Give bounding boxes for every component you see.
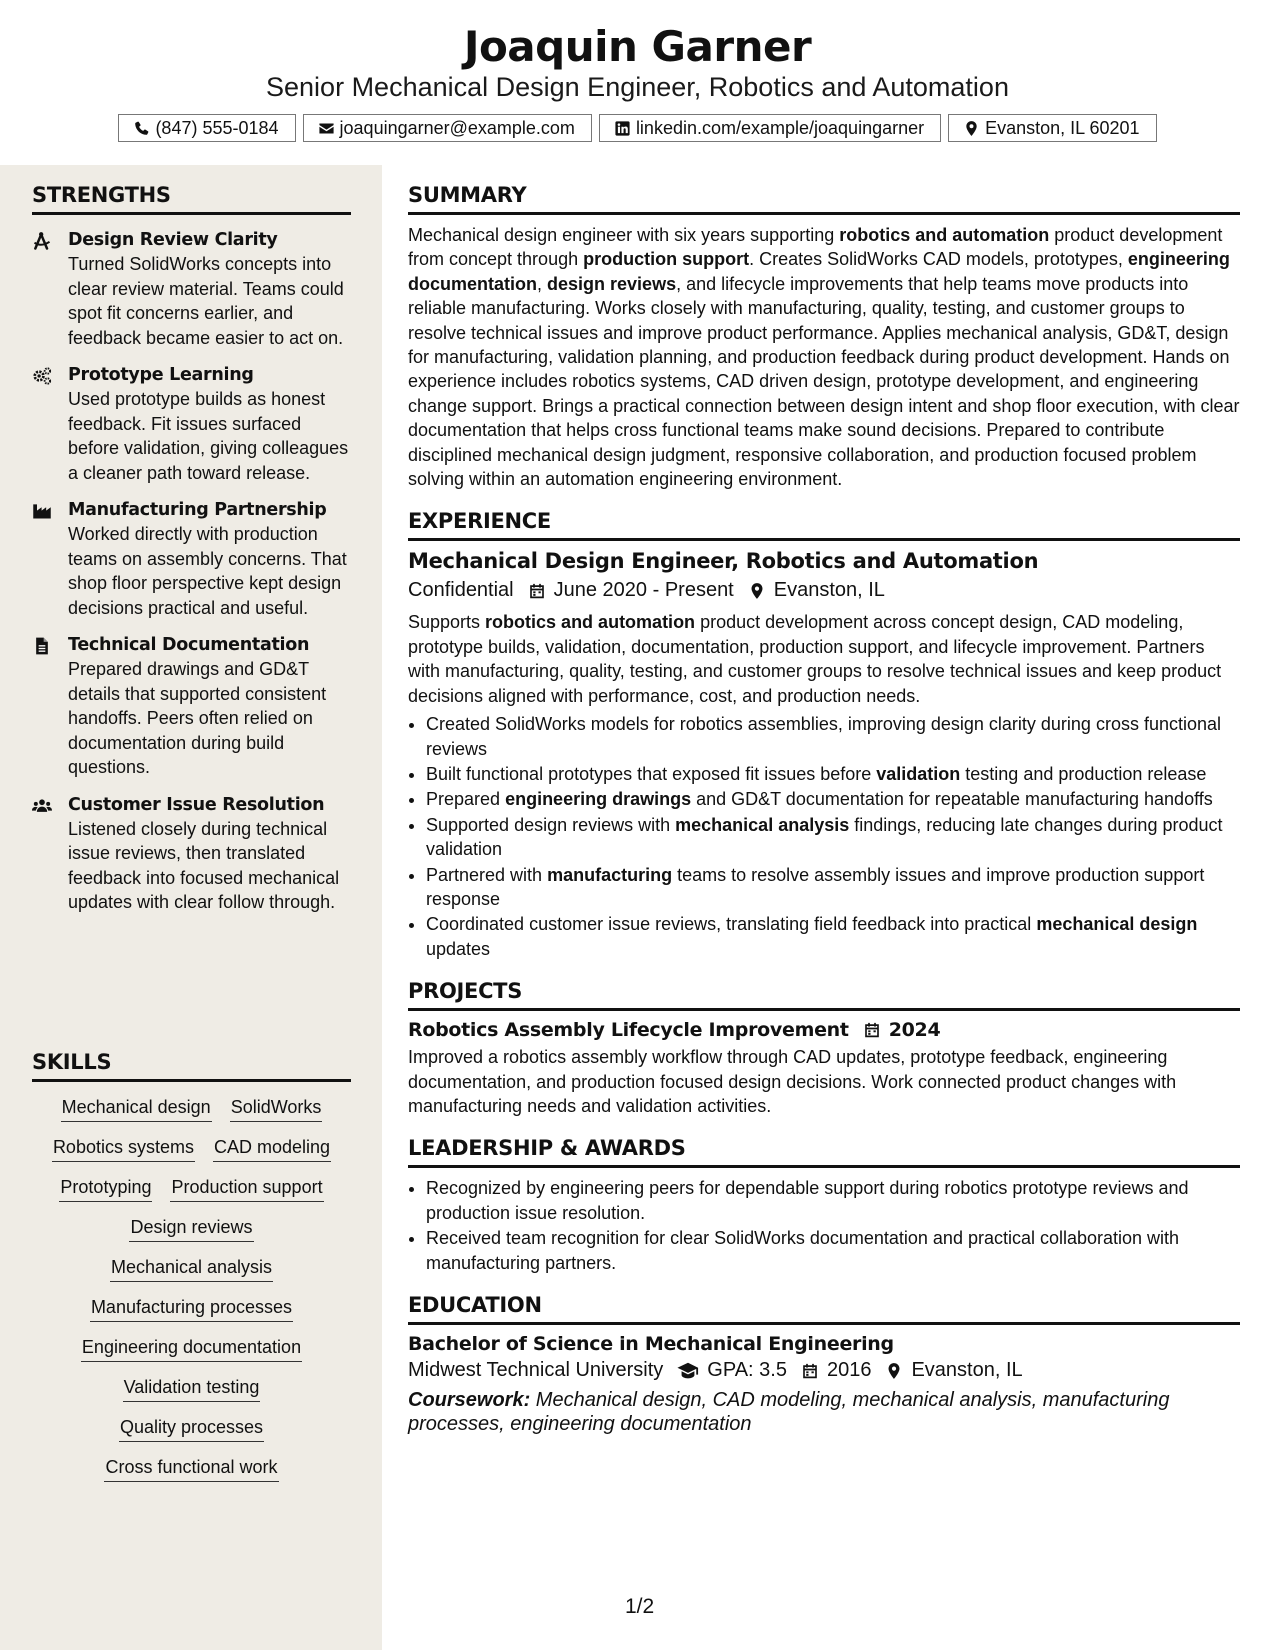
text-run: Built functional prototypes that exposed fit issues before [426, 763, 877, 784]
contact-phone[interactable] [118, 114, 295, 142]
contact-email-text: joaquingarner@example.com [339, 117, 575, 138]
strength-title: Prototype Learning [68, 365, 254, 385]
skill-tag: CAD modeling [213, 1135, 331, 1162]
bold-phrase: mechanical analysis [675, 814, 850, 835]
education-meta [408, 1359, 1240, 1382]
job-bullet [426, 813, 1240, 862]
file-icon [32, 636, 52, 656]
projects-section [408, 979, 1240, 1118]
text-run: and GD&T documentation for repeatable manufacturing handoffs [691, 789, 1213, 810]
skill-tag: Design reviews [129, 1215, 253, 1242]
text-run: Partnered with [426, 864, 548, 885]
map-pin-icon [885, 1362, 903, 1380]
calendar-icon [801, 1362, 819, 1380]
school-location: Evanston, IL [911, 1359, 1023, 1381]
text-run: testing and production release [960, 763, 1207, 784]
envelope-icon [318, 120, 335, 137]
gpa: GPA: 3.5 [707, 1359, 787, 1381]
bold-phrase: production support [583, 249, 750, 270]
skill-tag: SolidWorks [230, 1095, 323, 1122]
strength-item [32, 499, 351, 620]
education-section [408, 1293, 1240, 1436]
bold-phrase: engineering documentation [408, 249, 1230, 294]
job-bullet [426, 762, 1240, 786]
strength-title: Manufacturing Partnership [68, 500, 327, 520]
skills-section [32, 1050, 351, 1482]
degree: Bachelor of Science in Mechanical Engineering [408, 1333, 894, 1355]
skill-tag: Manufacturing processes [90, 1295, 293, 1322]
calendar-icon [863, 1021, 881, 1039]
text-run: Prepared [426, 789, 506, 810]
experience-title: EXPERIENCE [408, 509, 1240, 541]
projects-title: PROJECTS [408, 979, 1240, 1011]
main-content [408, 165, 1240, 1436]
text-run: updates [426, 938, 491, 959]
strength-item [32, 364, 351, 485]
strength-desc: Listened closely during technical issue reviews, then translated feedback into focused mechanical updates with clear follow through. [68, 818, 340, 912]
strength-item [32, 229, 351, 350]
bold-phrase: engineering drawings [505, 789, 692, 810]
linkedin-icon [614, 120, 631, 137]
strength-title: Technical Documentation [68, 635, 310, 655]
text-run: product development from concept through [408, 225, 1223, 270]
skill-tag: Cross functional work [104, 1455, 278, 1482]
contact-linkedin-text: linkedin.com/example/joaquingarner [635, 117, 925, 138]
resume-header [0, 0, 1275, 165]
leadership-bullets [408, 1176, 1240, 1275]
job-location: Evanston, IL [773, 579, 885, 602]
graduation-year: 2016 [826, 1359, 872, 1381]
text-run: Coordinated customer issue reviews, translating field feedback into practical [426, 914, 1037, 935]
industry-icon [32, 501, 52, 521]
strength-desc: Used prototype builds as honest feedback. Fit issues surfaced before validation, giving colleagues a cleaner path toward release. [68, 389, 349, 483]
text-run: Mechanical design engineer with six years supporting [408, 225, 840, 245]
text-run: product development across concept design, CAD modeling, prototype builds, validation, documentation, production support, and lifecycle improvement. Partners with manufacturing, quality, testing, and customer groups to resolve technical issues and keep product decisions aligned with performance, cost, and production needs. [408, 612, 1222, 706]
bold-phrase: validation [876, 763, 961, 784]
contact-location-text: Evanston, IL 60201 [985, 117, 1140, 138]
experience-section [408, 509, 1240, 961]
strength-title: Customer Issue Resolution [68, 794, 325, 815]
leadership-section [408, 1136, 1240, 1275]
project-heading [408, 1019, 1240, 1041]
summary-text [408, 223, 1240, 491]
map-pin-icon [748, 582, 766, 600]
leadership-bullet: • Recognized by engineering peers for dependable support during robotics prototype reviews and production issue resolution. [426, 1176, 1240, 1225]
summary-title: SUMMARY [408, 183, 1240, 215]
skills-list [32, 1095, 351, 1482]
coursework-list: Mechanical design, CAD modeling, mechanical analysis, manufacturing processes, engineering documentation [408, 1389, 1170, 1435]
job-dates: June 2020 - Present [553, 579, 734, 602]
text-run: Supports [408, 612, 486, 633]
text-run: . Creates SolidWorks CAD models, prototypes, [749, 249, 1128, 270]
sidebar [0, 165, 382, 1650]
contact-email[interactable] [303, 114, 592, 142]
candidate-name: Joaquin Garner [463, 22, 812, 71]
skill-tag: Mechanical analysis [110, 1255, 273, 1282]
skills-title: SKILLS [32, 1050, 351, 1082]
project-description: Improved a robotics assembly workflow through CAD updates, prototype feedback, engineering documentation, and production focused design decisions. Work connected product changes with manufacturing needs and validation activities. [408, 1047, 1177, 1116]
gears-icon [32, 366, 52, 386]
text-run: findings, reducing late changes during product validation [426, 814, 1223, 860]
skill-tag: Quality processes [119, 1415, 264, 1442]
skill-tag: Engineering documentation [81, 1335, 302, 1362]
calendar-icon [528, 582, 546, 600]
phone-icon [133, 120, 150, 137]
job-description [408, 610, 1240, 708]
text-run: Supported design reviews with [426, 814, 676, 835]
contact-phone-text: (847) 555-0184 [155, 117, 279, 138]
leadership-bullet: • Received team recognition for clear SolidWorks documentation and practical collaboration with manufacturing partners. [426, 1226, 1240, 1275]
job-company: Confidential [408, 579, 514, 602]
summary-section [408, 183, 1240, 491]
contact-linkedin[interactable] [599, 114, 941, 142]
strength-desc: Prepared drawings and GD&T details that supported consistent handoffs. Peers often relied on documentation during build questions. [68, 659, 327, 777]
coursework [408, 1388, 1240, 1436]
skill-tag: Mechanical design [61, 1095, 212, 1122]
bold-phrase: mechanical design [1036, 914, 1198, 935]
bold-phrase: robotics and automation [839, 225, 1050, 245]
skill-tag: Production support [170, 1175, 323, 1202]
strength-desc: Turned SolidWorks concepts into clear review material. Teams could spot fit concerns earlier, and feedback became easier to act on. [68, 254, 344, 348]
job-meta [408, 579, 1240, 602]
skill-tag: Validation testing [123, 1375, 261, 1402]
project-name: Robotics Assembly Lifecycle Improvement [408, 1019, 849, 1042]
bold-phrase: robotics and automation [485, 612, 696, 633]
school-name: Midwest Technical University [408, 1359, 664, 1381]
job-bullet [426, 863, 1240, 912]
project-year: 2024 [888, 1019, 941, 1042]
job-bullet [426, 712, 1240, 761]
strengths-section [32, 183, 351, 915]
strength-title: Design Review Clarity [68, 230, 278, 250]
leadership-title: LEADERSHIP & AWARDS [408, 1136, 1240, 1168]
education-title: EDUCATION [408, 1293, 1240, 1325]
bold-phrase: manufacturing [547, 864, 673, 885]
users-icon [32, 796, 52, 816]
strength-item [32, 794, 351, 915]
skill-tag: Prototyping [59, 1175, 152, 1202]
text-run: , and lifecycle improvements that help teams move products into reliable manufacturing. Works closely with manufacturing, quality, testing, and customer groups to resolve technical issues and improve product performance. Applies mechanical analysis, GD&T, design for manufacturing, validation planning, and production feedback during product development. Hands on experience includes robotics systems, CAD driven design, prototype development, and engineering change support. Brings a practical connection between design intent and shop floor execution, with clear documentation that helps cross functional teams make sound decisions. Prepared to contribute disciplined mechanical design judgment, responsive collaboration, and production focused problem solving within an automation engineering environment. [408, 273, 1240, 490]
strength-desc: Worked directly with production teams on assembly concerns. That shop floor perspective kept design decisions practical and useful. [68, 524, 347, 618]
text-run: teams to resolve assembly issues and improve production support response [426, 864, 1205, 909]
contact-location [948, 114, 1156, 142]
job-bullet [426, 787, 1240, 811]
graduation-cap-icon [677, 1360, 699, 1382]
candidate-headline: Senior Mechanical Design Engineer, Robotics and Automation [266, 72, 1009, 102]
contact-bar [0, 114, 1275, 142]
strength-item [32, 634, 351, 780]
map-pin-icon [963, 120, 980, 137]
skill-tag: Robotics systems [52, 1135, 195, 1162]
bold-phrase: design reviews [547, 273, 677, 294]
coursework-label: Coursework: [408, 1389, 531, 1411]
text-run: Created SolidWorks models for robotics assemblies, improving design clarity during cross functional reviews [426, 714, 1222, 759]
text-run: , [537, 273, 548, 294]
compass-drafting-icon [32, 231, 52, 251]
strengths-title: STRENGTHS [32, 183, 351, 215]
page-number: 1/2 [625, 1595, 655, 1618]
job-bullets [408, 712, 1240, 961]
job-bullet [426, 912, 1240, 961]
job-title: Mechanical Design Engineer, Robotics and Automation [408, 549, 1039, 574]
